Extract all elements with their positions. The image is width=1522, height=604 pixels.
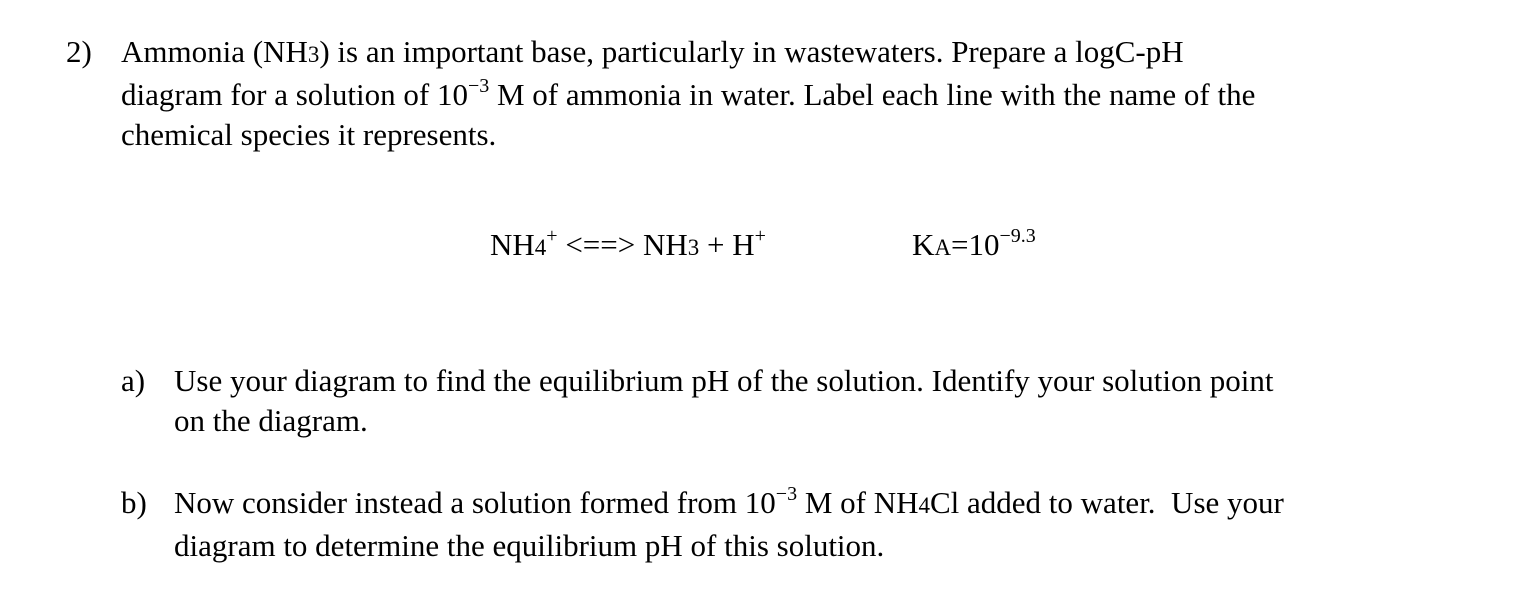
part-b-line-1-middle: M of NH (797, 485, 919, 520)
ammonium-symbol: NH (490, 227, 535, 262)
part-a-line-1: Use your diagram to find the equilibrium pH of the solution. Identify your solution point (174, 363, 1274, 398)
hydrogen-ion-symbol: + H (699, 227, 755, 262)
question-line-2 (121, 75, 1461, 115)
acid-constant (912, 225, 1036, 268)
question-line-3: chemical species it represents. (121, 117, 497, 152)
question-line-2-start: diagram for a solution of 10 (121, 77, 468, 112)
ammonia-subscript: 3 (687, 235, 700, 260)
question-line-1-start: Ammonia (NH (121, 34, 308, 69)
reaction-equation (490, 225, 766, 268)
part-b-text (174, 483, 1474, 566)
part-a-label: a) (121, 363, 146, 398)
ka-base: =10 (951, 227, 1000, 262)
equilibrium-arrow: <==> (557, 227, 643, 262)
question-text (121, 32, 1461, 155)
nh3-subscript: 3 (307, 42, 320, 67)
part-a-text (174, 361, 1474, 441)
part-b-label: b) (121, 485, 147, 520)
concentration-exponent: −3 (467, 74, 490, 97)
part-b-line-2: diagram to determine the equilibrium pH of this solution. (174, 528, 885, 563)
part-b-line-1 (174, 483, 1474, 526)
part-b-line-1-end: Cl added to water. Use your (930, 485, 1284, 520)
nh4cl-concentration-exponent: −3 (775, 482, 798, 505)
ammonia-symbol: NH (643, 227, 688, 262)
question-line-2-end: M of ammonia in water. Label each line with the name of the (489, 77, 1256, 112)
question-line-1-end: ) is an important base, particularly in wastewaters. Prepare a logC-pH (319, 34, 1184, 69)
question-number: 2) (66, 34, 92, 69)
nh4cl-subscript: 4 (918, 493, 930, 518)
ka-subscript: A (934, 235, 952, 260)
question-line-1 (121, 32, 1461, 75)
ammonium-charge: + (546, 224, 558, 247)
ammonium-subscript: 4 (534, 235, 547, 260)
hydrogen-ion-charge: + (754, 224, 766, 247)
part-b-line-1-start: Now consider instead a solution formed from 10 (174, 485, 776, 520)
part-a-line-2: on the diagram. (174, 403, 368, 438)
ka-symbol: K (912, 227, 935, 262)
ka-exponent: −9.3 (999, 224, 1036, 247)
